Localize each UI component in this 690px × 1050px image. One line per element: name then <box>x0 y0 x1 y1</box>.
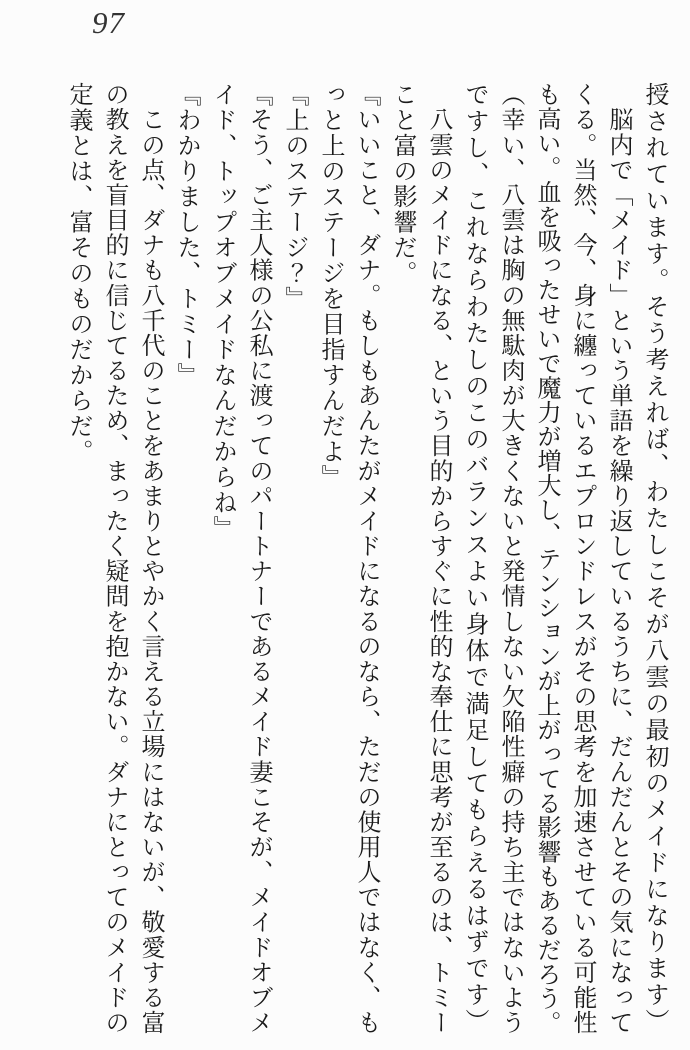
text-line: 『上のステージ？』 <box>281 82 307 312</box>
text-line: 脳内で「メイド」という単語を繰り返しているうちに、だんだんとその気になって <box>605 82 631 1035</box>
text-line: ですし、これならわたしのこのバランスよい身体で満足してもらえるはずです） <box>461 82 487 1035</box>
text-line: こと富の影響だ。 <box>389 82 415 286</box>
text-line: この点、ダナも八千代のことをあまりとやかく言える立場にはないが、敬愛する富 <box>137 82 163 1035</box>
text-line: イド、トップオブメイドなんだからね』 <box>209 82 235 541</box>
page-number: 97 <box>92 5 125 40</box>
text-line: っと上のステージを目指すんだよ』 <box>317 82 343 490</box>
text-line: 定義とは、富そのものだからだ。 <box>65 82 91 465</box>
text-line: 授されています。そう考えれば、わたしこそが八雲の最初のメイドになります） <box>641 82 667 1035</box>
text-line: 八雲のメイドになる、という目的からすぐに性的な奉仕に思考が至るのは、トミー <box>425 82 451 1035</box>
text-line: 『いいこと、ダナ。もしもあんたがメイドになるのなら、ただの使用人ではなく、も <box>353 82 379 1035</box>
text-line: の教えを盲目的に信じてるため、まったく疑問を抱かない。ダナにとってのメイドの <box>101 82 127 1035</box>
text-line: （幸い、八雲は胸の無駄肉が大きくないと発情しない欠陥性癖の持ち主ではないよう <box>497 82 523 1035</box>
text-line: くる。当然、今、身に纏っているエプロンドレスがその思考を加速させている可能性 <box>569 82 595 1035</box>
text-line: 『そう、ご主人様の公私に渡ってのパートナーであるメイド妻こそが、メイドオブメ <box>245 82 271 1035</box>
text-line: も高い。血を吸ったせいで魔力が増大し、テンションが上がってる影響もあるだろう。 <box>533 82 559 1035</box>
text-line: 『わかりました、トミー』 <box>173 82 199 388</box>
vertical-text-block <box>60 82 672 1035</box>
